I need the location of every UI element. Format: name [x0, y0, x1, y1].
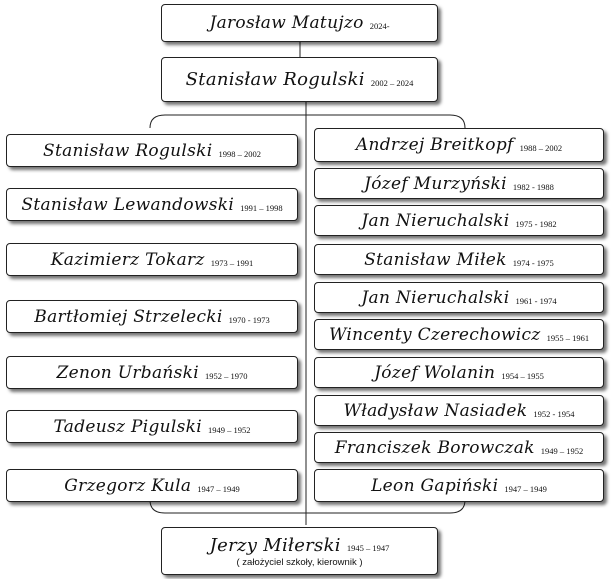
left-director-box	[6, 356, 298, 389]
director-name: Grzegorz Kula	[64, 475, 192, 496]
director-years: 2002 – 2024	[370, 77, 414, 88]
upper-bracket	[150, 115, 465, 128]
right-director-box	[314, 128, 604, 162]
director-name: Stanisław Lewandowski	[21, 194, 235, 215]
right-director-box	[314, 357, 604, 388]
director-years: 1947 – 1949	[504, 483, 547, 494]
director-name: Stanisław Miłek	[364, 249, 507, 270]
left-director-box	[6, 243, 298, 276]
director-years: 1975 - 1982	[515, 218, 557, 229]
director-years: 1947 – 1949	[197, 483, 240, 494]
director-name: Stanisław Rogulski	[185, 69, 365, 90]
left-director-box	[6, 134, 298, 167]
director-years: 1949 – 1952	[540, 445, 584, 456]
director-years: 1982 - 1988	[512, 181, 554, 192]
director-years: 1954 – 1955	[501, 370, 544, 381]
left-director-box	[6, 469, 298, 502]
director-years: 1961 - 1974	[515, 295, 557, 306]
director-years: 1991 – 1998	[240, 202, 283, 213]
right-director-box	[314, 205, 604, 236]
director-years: 1955 – 1961	[546, 332, 590, 343]
director-years: 1952 – 1970	[205, 370, 248, 381]
director-name: Jan Nieruchalski	[361, 287, 510, 308]
director-years: 1970 - 1973	[228, 314, 270, 325]
director-box-previous	[161, 57, 438, 102]
director-name: Zenon Urbański	[56, 362, 199, 383]
director-name: Jan Nieruchalski	[361, 210, 510, 231]
right-director-box	[314, 244, 604, 275]
director-box-current	[161, 4, 438, 42]
director-years: 1998 – 2002	[218, 148, 261, 159]
right-director-box	[314, 282, 604, 313]
director-years: 1988 – 2002	[519, 143, 563, 153]
director-name: Władysław Nasiadek	[343, 400, 528, 421]
founder-years: 1945 – 1947	[346, 543, 390, 553]
founder-box	[161, 527, 438, 575]
director-name: Stanisław Rogulski	[43, 140, 213, 161]
founder-note: ( założyciel szkoły, kierownik )	[236, 556, 363, 568]
director-name: Jarosław Matujzo	[209, 13, 364, 33]
director-name: Wincenty Czerechowicz	[328, 324, 541, 345]
left-director-box	[6, 410, 298, 443]
right-director-box	[314, 469, 604, 502]
director-name: Bartłomiej Strzelecki	[34, 306, 223, 327]
right-director-box	[314, 395, 604, 426]
director-years: 1974 - 1975	[512, 257, 554, 268]
left-director-box	[6, 300, 298, 333]
left-director-box	[6, 188, 298, 221]
director-name: Andrzej Breitkopf	[355, 135, 514, 155]
director-name: Tadeusz Pigulski	[53, 416, 203, 437]
director-name: Franciszek Borowczak	[334, 437, 535, 458]
founder-name: Jerzy Miłerski	[209, 534, 341, 556]
director-name: Leon Gapiński	[371, 475, 499, 496]
director-years: 1973 – 1991	[210, 257, 254, 268]
director-years: 1949 – 1952	[208, 424, 251, 435]
director-name: Józef Wolanin	[374, 362, 496, 383]
director-name: Józef Murzyński	[364, 173, 507, 194]
founder-row	[210, 535, 390, 556]
director-name: Kazimierz Tokarz	[50, 249, 205, 270]
right-director-box	[314, 319, 604, 350]
right-director-box	[314, 168, 604, 199]
director-years: 2024-	[369, 21, 390, 31]
right-director-box	[314, 432, 604, 463]
director-years: 1952 - 1954	[533, 408, 575, 419]
